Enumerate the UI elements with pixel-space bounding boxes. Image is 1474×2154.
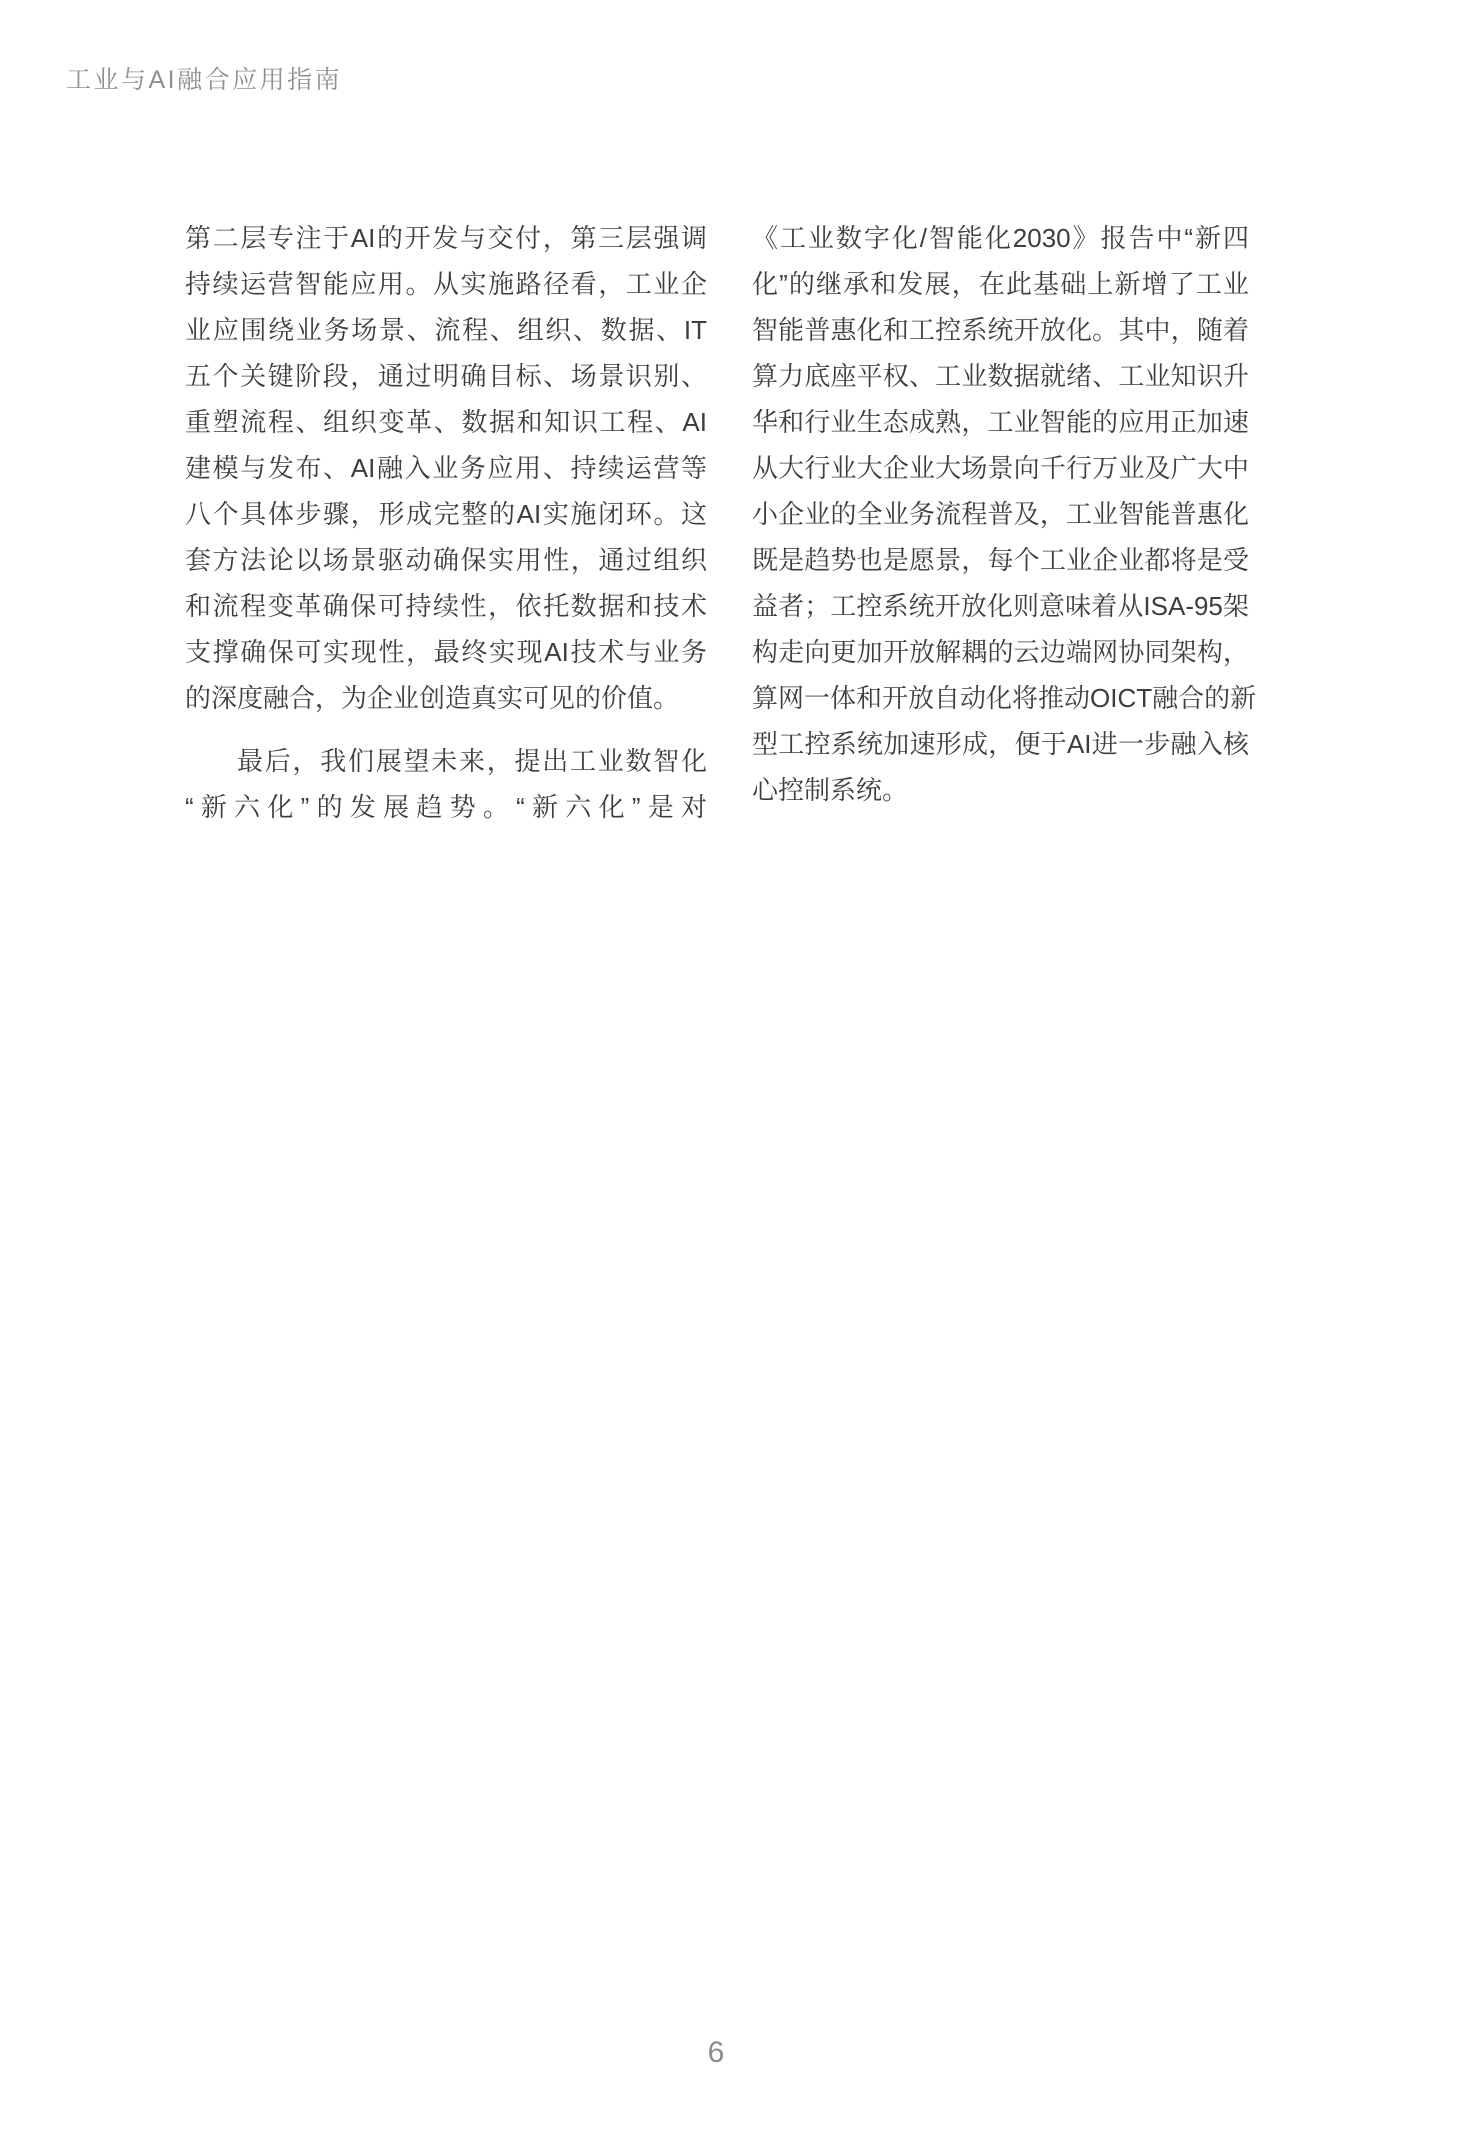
text-line: 型工控系统加速形成，便于AI进一步融入核 (752, 729, 1249, 759)
text-line: 益者；工控系统开放化则意味着从ISA-95架 (752, 591, 1249, 621)
text-line: 八个具体步骤，形成完整的AI实施闭环。这 (185, 499, 707, 529)
text-line: 《工业数字化/智能化2030》报告中“新四 (752, 223, 1249, 253)
text-line: 算力底座平权、工业数据就绪、工业知识升 (752, 361, 1249, 391)
text-line: 从大行业大企业大场景向千行万业及广大中 (752, 453, 1249, 483)
text-line: 业应围绕业务场景、流程、组织、数据、IT (185, 315, 707, 345)
text-line: 最后，我们展望未来，提出工业数智化 (237, 746, 707, 776)
text-line: 重塑流程、组织变革、数据和知识工程、AI (185, 407, 707, 437)
text-line: 套方法论以场景驱动确保实用性，通过组织 (185, 545, 707, 575)
text-line: 化”的继承和发展，在此基础上新增了工业 (752, 269, 1249, 299)
text-line: 的深度融合，为企业创造真实可见的价值。 (185, 683, 680, 713)
text-line: 建模与发布、AI融入业务应用、持续运营等 (185, 453, 707, 483)
text-line: 五个关键阶段，通过明确目标、场景识别、 (185, 361, 707, 391)
text-line: 构走向更加开放解耦的云边端网协同架构， (752, 637, 1249, 667)
text-line: 持续运营智能应用。从实施路径看，工业企 (185, 269, 707, 299)
text-line: 华和行业生态成熟，工业智能的应用正加速 (752, 407, 1249, 437)
page-number: 6 (707, 2036, 725, 2069)
text-line: 和流程变革确保可持续性，依托数据和技术 (185, 591, 707, 621)
text-line: 小企业的全业务流程普及，工业智能普惠化 (752, 499, 1249, 529)
text-line: 第二层专注于AI的开发与交付，第三层强调 (185, 223, 707, 253)
text-line: 智能普惠化和工控系统开放化。其中，随着 (752, 315, 1249, 345)
right-column (752, 215, 1257, 813)
text-line: “新六化”的发展趋势。“新六化”是对 (185, 792, 707, 822)
text-line: 心控制系统。 (752, 775, 909, 805)
left-column (185, 215, 707, 830)
text-line: 既是趋势也是愿景，每个工业企业都将是受 (752, 545, 1249, 575)
text-line: 支撑确保可实现性，最终实现AI技术与业务 (185, 637, 707, 667)
text-line: 算网一体和开放自动化将推动OICT融合的新 (752, 683, 1257, 713)
page-header: 工业与AI融合应用指南 (66, 66, 343, 94)
